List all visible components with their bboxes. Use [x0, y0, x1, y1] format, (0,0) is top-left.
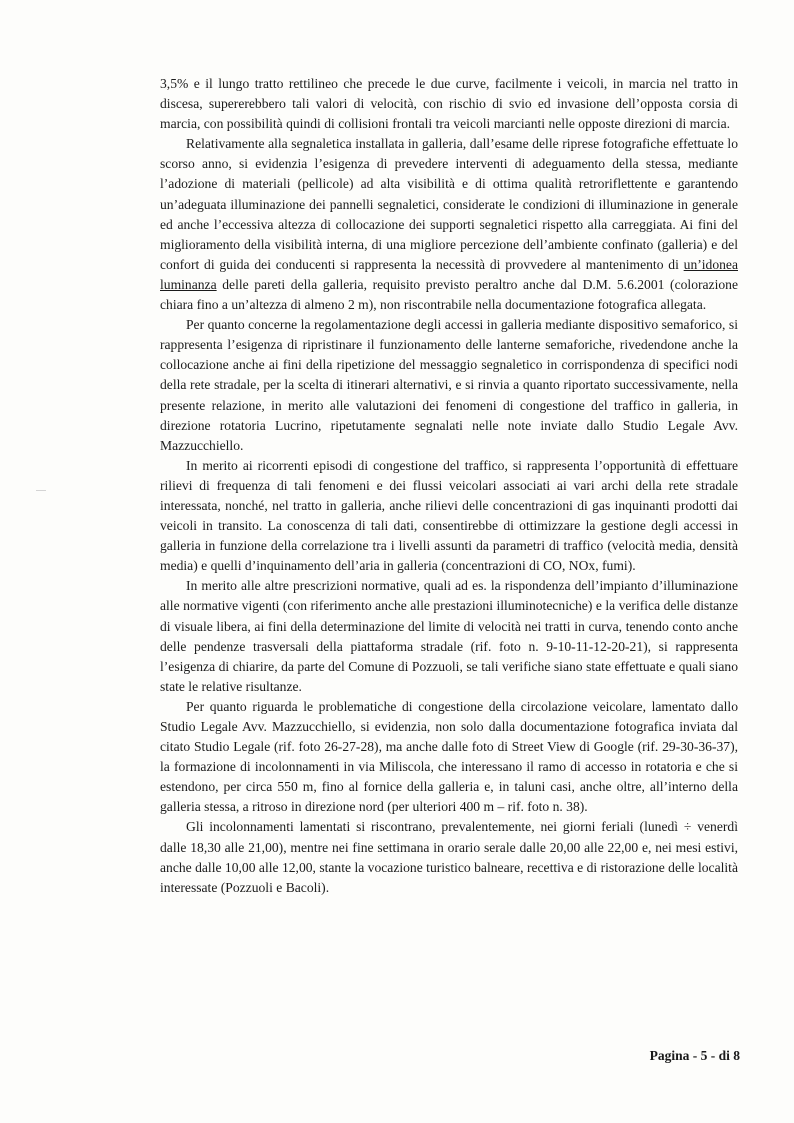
underlined-phrase: un’idonea luminanza [160, 256, 738, 292]
paragraph-6: Per quanto riguarda le problematiche di congestione della circolazione veicolare, lamentato dallo Studio Legale Avv. Mazzucchiello, si evidenzia, non solo dalla documentazione fotografica inviata dal citato Studio Legale (rif. foto 26-27-28), ma anche dalle foto di Street View di Google (rif. 29-30-36-37), la formazione di incolonnamenti in via Miliscola, che interessano il ramo di accesso in rotatoria e che si estendono, per circa 550 m, fino al fornice della galleria e, in taluni casi, anche oltre, all’interno della galleria stessa, a ritroso in direzione nord (per ulteriori 400 m – rif. foto n. 38). [160, 698, 738, 815]
page-number-footer: Pagina - 5 - di 8 [649, 1048, 740, 1063]
paragraph-3: Per quanto concerne la regolamentazione degli accessi in galleria mediante dispositivo semaforico, si rappresenta l’esigenza di ripristinare il funzionamento delle lanterne semaforiche, rivedendone anche la collocazione anche ai fini della ripetizione del messaggio segnaletico in corrispondenza di specifici nodi della rete stradale, per la scelta di itinerari alternativi, e si rinvia a quanto riportato successivamente, nella presente relazione, in merito alle valutazioni dei fenomeni di congestione del traffico in galleria, in direzione rotatoria Lucrino, ripetutamente segnalati nelle note inviate dallo Studio Legale Avv. Mazzucchiello. [160, 317, 738, 453]
paragraph-1: 3,5% e il lungo tratto rettilineo che precede le due curve, facilmente i veicoli, in marcia nel tratto in discesa, supererebbero tali valori di velocità, con rischio di svio ed invasione dell’opposta corsia di marcia, con possibilità quindi di collisioni frontali tra veicoli marcianti nelle opposte direzioni di marcia. [160, 76, 738, 132]
paragraph-7: Gli incolonnamenti lamentati si riscontrano, prevalentemente, nei giorni feriali (lunedì ÷ venerdì dalle 18,30 alle 21,00), mentre nei fine settimana in orario serale dalle 20,00 alle 22,00 e, nei mesi estivi, anche dalle 10,00 alle 12,00, stante la vocazione turistico balneare, recettiva e di ristorazione delle località interessate (Pozzuoli e Bacoli). [160, 819, 738, 895]
document-body [160, 74, 738, 898]
paragraph-2-text: Relativamente alla segnaletica installata in galleria, dall’esame delle riprese fotografiche effettuate lo scorso anno, si evidenzia l’esigenza di prevedere interventi di adeguamento della stessa, mediante l’adozione di materiali (pellicole) ad alta visibilità e di ottima qualità retroriflettente e garantendo un’adeguata illuminazione dei pannelli segnaletici, considerate le condizioni di illuminazione in generale ed anche l’eccessiva altezza di collocazione dei supporti segnaletici rispetto alla carreggiata. Ai fini del miglioramento della visibilità interna, di una migliore percezione dell’ambiente confinato (galleria) e del confort di guida dei conducenti si rappresenta la necessità di provvedere al mantenimento di [160, 136, 738, 272]
paragraph-4: In merito ai ricorrenti episodi di congestione del traffico, si rappresenta l’opportunità di effettuare rilievi di frequenza di tali fenomeni e dei flussi veicolari associati ai vari archi della rete stradale interessata, nonché, nel tratto in galleria, anche rilievi delle concentrazioni di gas inquinanti prodotti dai veicoli in transito. La conoscenza di tali dati, consentirebbe di ottimizzare la gestione degli accessi in galleria in funzione della correlazione tra i livelli assunti da parametri di traffico (velocità media, densità media) e quelli d’inquinamento dell’aria in galleria (concentrazioni di CO, NOx, fumi). [160, 457, 738, 574]
scan-margin-mark [36, 490, 46, 491]
paragraph-2 [160, 134, 738, 315]
paragraph-5: In merito alle altre prescrizioni normative, quali ad es. la rispondenza dell’impianto d’illuminazione alle normative vigenti (con riferimento anche alle prestazioni illuminotecniche) e la verifica delle distanze di visuale libera, ai fini della determinazione del limite di velocità nei tratti in curva, tenendo conto anche delle pendenze trasversali della piattaforma stradale (rif. foto n. 9-10-11-12-20-21), si rappresenta l’esigenza di chiarire, da parte del Comune di Pozzuoli, se tali verifiche siano state effettuate e quali siano state le relative risultanze. [160, 578, 738, 694]
paragraph-2-continuation: delle pareti della galleria, requisito previsto peraltro anche dal D.M. 5.6.2001 (colorazione chiara fino a un’altezza di almeno 2 m), non riscontrabile nella documentazione fotografica allegata. [160, 276, 738, 313]
